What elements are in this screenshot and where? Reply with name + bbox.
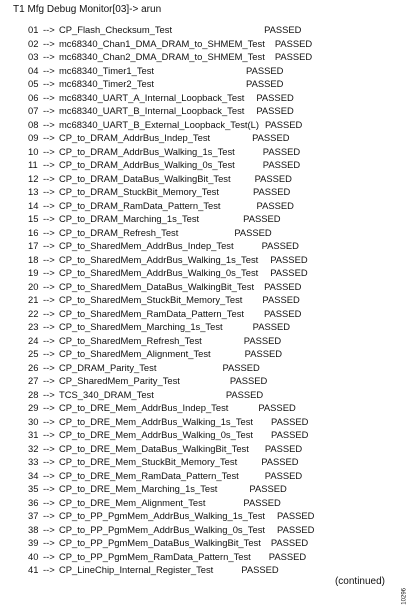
test-number: 06 (28, 91, 39, 103)
test-number: 24 (28, 334, 39, 346)
continued-label: (continued) (334, 576, 385, 587)
test-number: 08 (28, 118, 39, 130)
test-number: 04 (28, 64, 39, 76)
test-name: mc68340_Chan1_DMA_DRAM_to_SHMEM_Test (59, 37, 265, 49)
arrow-icon: --> (43, 564, 55, 575)
arrow-icon: --> (43, 37, 55, 49)
test-results-list (28, 23, 398, 577)
arrow-icon: --> (43, 388, 55, 400)
test-result-row (28, 145, 398, 159)
test-status: PASSED (256, 199, 294, 211)
test-status: PASSED (241, 564, 279, 575)
test-result-row (28, 320, 398, 334)
arrow-icon: --> (43, 159, 55, 170)
test-status: PASSED (268, 550, 307, 562)
arrow-icon: --> (43, 253, 55, 265)
test-name: CP_to_DRAM_AddrBus_Indep_Test (59, 132, 211, 143)
arrow-icon: --> (43, 294, 55, 305)
arrow-icon: --> (43, 132, 55, 143)
test-name: CP_to_DRAM_StuckBit_Memory_Test (59, 186, 219, 197)
test-number: 22 (28, 307, 39, 319)
test-result-row (28, 199, 398, 213)
test-name: CP_to_DRE_Mem_StuckBit_Memory_Test (59, 456, 238, 467)
arrow-icon: --> (43, 91, 55, 103)
test-name: CP_to_SharedMem_StuckBit_Memory_Test (59, 294, 243, 305)
arrow-icon: --> (43, 429, 55, 440)
test-name: CP_to_PP_PgmMem_RamData_Pattern_Test (59, 550, 251, 562)
test-number: 11 (28, 159, 38, 170)
test-number: 38 (28, 523, 39, 535)
arrow-icon: --> (43, 118, 55, 130)
test-status: PASSED (270, 267, 308, 278)
test-number: 16 (28, 226, 39, 238)
test-name: CP_SharedMem_Parity_Test (59, 375, 180, 386)
test-number: 17 (28, 240, 39, 251)
test-name: TCS_340_DRAM_Test (59, 388, 154, 400)
test-status: PASSED (262, 294, 300, 305)
test-number: 34 (28, 469, 39, 481)
test-name: CP_to_DRE_Mem_Marching_1s_Test (59, 483, 218, 494)
test-result-row (28, 347, 398, 361)
test-status: PASSED (252, 321, 290, 332)
test-status: PASSED (246, 64, 284, 76)
test-result-row (28, 550, 398, 564)
arrow-icon: --> (43, 550, 55, 562)
arrow-icon: --> (43, 456, 55, 467)
arrow-icon: --> (43, 64, 55, 76)
test-status: PASSED (261, 240, 299, 251)
arrow-icon: --> (43, 24, 55, 35)
test-name: CP_to_SharedMem_AddrBus_Indep_Test (59, 240, 234, 251)
test-name: CP_to_PP_PgmMem_AddrBus_Walking_0s_Test (59, 523, 266, 535)
test-status: PASSED (254, 172, 292, 184)
test-result-row (28, 388, 398, 402)
test-number: 07 (28, 105, 39, 116)
test-name: CP_to_DRAM_Refresh_Test (59, 226, 179, 238)
arrow-icon: --> (43, 442, 55, 454)
test-result-row (28, 23, 398, 37)
test-status: PASSED (262, 159, 301, 170)
test-result-row (28, 77, 398, 91)
test-number: 14 (28, 199, 39, 211)
test-name: CP_to_DRAM_RamData_Pattern_Test (59, 199, 221, 211)
test-result-row (28, 91, 398, 105)
test-result-row (28, 280, 398, 294)
test-name: CP_LineChip_Internal_Register_Test (59, 564, 214, 575)
test-number: 09 (28, 132, 39, 143)
test-number: 26 (28, 361, 39, 373)
debug-monitor-prompt: T1 Mfg Debug Monitor[03]-> arun (13, 4, 162, 15)
test-status: PASSED (256, 105, 294, 116)
test-number: 02 (28, 37, 39, 49)
test-name: CP_Flash_Checksum_Test (59, 24, 173, 35)
test-name: CP_to_DRAM_AddrBus_Walking_0s_Test (59, 159, 235, 170)
test-status: PASSED (246, 78, 284, 89)
test-number: 13 (28, 186, 39, 197)
arrow-icon: --> (43, 145, 55, 157)
test-name: mc68340_UART_A_Internal_Loopback_Test (59, 91, 245, 103)
test-status: PASSED (252, 186, 291, 197)
test-status: PASSED (271, 429, 309, 440)
arrow-icon: --> (43, 537, 55, 548)
test-number: 35 (28, 483, 39, 494)
test-result-row (28, 118, 398, 132)
test-number: 01 (28, 24, 39, 35)
test-result-row (28, 185, 398, 199)
arrow-icon: --> (43, 402, 55, 413)
test-result-row (28, 442, 398, 456)
test-number: 21 (28, 294, 39, 305)
test-name: CP_to_DRE_Mem_AddrBus_Walking_1s_Test (59, 415, 254, 427)
test-status: PASSED (277, 523, 315, 535)
arrow-icon: --> (43, 321, 55, 332)
test-result-row (28, 104, 398, 118)
test-status: PASSED (264, 118, 303, 130)
test-result-row (28, 293, 398, 307)
test-number: 41 (28, 564, 39, 575)
test-status: PASSED (258, 402, 296, 413)
arrow-icon: --> (43, 240, 55, 251)
test-status: PASSED (274, 51, 313, 62)
test-status: PASSED (243, 213, 281, 224)
test-result-row (28, 374, 398, 388)
test-status: PASSED (271, 415, 309, 427)
arrow-icon: --> (43, 186, 55, 197)
test-status: PASSED (222, 361, 260, 373)
test-result-row (28, 509, 398, 523)
test-result-row (28, 523, 398, 537)
test-number: 20 (28, 280, 39, 292)
test-status: PASSED (264, 469, 303, 481)
test-result-row (28, 158, 398, 172)
test-status: PASSED (264, 280, 302, 292)
test-status: PASSED (264, 307, 302, 319)
test-number: 31 (28, 429, 39, 440)
arrow-icon: --> (43, 348, 55, 359)
test-status: PASSED (277, 510, 315, 521)
test-result-row (28, 563, 398, 577)
test-result-row (28, 536, 398, 550)
test-result-row (28, 361, 398, 375)
arrow-icon: --> (43, 199, 55, 211)
test-name: CP_to_SharedMem_Refresh_Test (59, 334, 202, 346)
arrow-icon: --> (43, 51, 55, 62)
test-status: PASSED (270, 253, 308, 265)
test-result-row (28, 253, 398, 267)
arrow-icon: --> (43, 496, 55, 508)
test-status: PASSED (229, 375, 268, 386)
test-name: CP_to_SharedMem_Marching_1s_Test (59, 321, 223, 332)
test-number: 33 (28, 456, 39, 467)
test-number: 25 (28, 348, 39, 359)
test-number: 05 (28, 78, 39, 89)
arrow-icon: --> (43, 307, 55, 319)
test-result-row (28, 172, 398, 186)
arrow-icon: --> (43, 267, 55, 278)
test-result-row (28, 64, 398, 78)
test-name: CP_to_SharedMem_AddrBus_Walking_0s_Test (59, 267, 259, 278)
arrow-icon: --> (43, 483, 55, 494)
arrow-icon: --> (43, 334, 55, 346)
test-name: CP_to_DRE_Mem_AddrBus_Walking_0s_Test (59, 429, 254, 440)
test-result-row (28, 496, 398, 510)
test-status: PASSED (243, 496, 281, 508)
test-status: PASSED (261, 456, 299, 467)
test-status: PASSED (262, 145, 301, 157)
test-result-row (28, 131, 398, 145)
arrow-icon: --> (43, 172, 55, 184)
test-result-row (28, 37, 398, 51)
arrow-icon: --> (43, 523, 55, 535)
test-number: 18 (28, 253, 39, 265)
test-name: CP_DRAM_Parity_Test (59, 361, 157, 373)
test-number: 39 (28, 537, 39, 548)
arrow-icon: --> (43, 510, 55, 521)
test-name: CP_to_DRAM_AddrBus_Walking_1s_Test (59, 145, 235, 157)
test-result-row (28, 226, 398, 240)
test-name: CP_to_DRE_Mem_RamData_Pattern_Test (59, 469, 239, 481)
test-result-row (28, 428, 398, 442)
test-name: CP_to_PP_PgmMem_AddrBus_Walking_1s_Test (59, 510, 266, 521)
test-result-row (28, 415, 398, 429)
figure-id: 10296 (402, 588, 408, 605)
test-number: 12 (28, 172, 39, 184)
test-result-row (28, 307, 398, 321)
test-status: PASSED (252, 132, 290, 143)
test-result-row (28, 401, 398, 415)
test-name: mc68340_Timer2_Test (59, 78, 155, 89)
arrow-icon: --> (43, 375, 55, 386)
test-result-row (28, 266, 398, 280)
test-name: mc68340_UART_B_Internal_Loopback_Test (59, 105, 245, 116)
arrow-icon: --> (43, 469, 55, 481)
test-status: PASSED (264, 24, 302, 35)
test-status: PASSED (264, 442, 303, 454)
test-name: CP_to_DRE_Mem_AddrBus_Indep_Test (59, 402, 229, 413)
test-status: PASSED (243, 334, 282, 346)
test-result-row (28, 239, 398, 253)
test-result-row (28, 212, 398, 226)
test-result-row (28, 469, 398, 483)
test-status: PASSED (270, 537, 309, 548)
arrow-icon: --> (43, 213, 55, 224)
test-result-row (28, 334, 398, 348)
test-name: CP_to_DRE_Mem_DataBus_WalkingBit_Test (59, 442, 249, 454)
test-number: 15 (28, 213, 39, 224)
test-status: PASSED (274, 37, 313, 49)
test-name: CP_to_SharedMem_RamData_Pattern_Test (59, 307, 244, 319)
test-status: PASSED (249, 483, 287, 494)
arrow-icon: --> (43, 415, 55, 427)
arrow-icon: --> (43, 105, 55, 116)
test-result-row (28, 482, 398, 496)
arrow-icon: --> (43, 361, 55, 373)
test-name: mc68340_Timer1_Test (59, 64, 155, 76)
test-number: 36 (28, 496, 39, 508)
test-status: PASSED (256, 91, 294, 103)
test-result-row (28, 455, 398, 469)
test-name: CP_to_DRAM_Marching_1s_Test (59, 213, 200, 224)
test-name: CP_to_DRAM_DataBus_WalkingBit_Test (59, 172, 231, 184)
test-name: CP_to_SharedMem_AddrBus_Walking_1s_Test (59, 253, 259, 265)
arrow-icon: --> (43, 280, 55, 292)
test-number: 37 (28, 510, 39, 521)
test-number: 23 (28, 321, 39, 332)
test-number: 28 (28, 388, 39, 400)
test-result-row (28, 50, 398, 64)
test-name: mc68340_Chan2_DMA_DRAM_to_SHMEM_Test (59, 51, 265, 62)
test-name: mc68340_UART_B_External_Loopback_Test(L) (59, 118, 259, 130)
test-number: 40 (28, 550, 39, 562)
test-status: PASSED (244, 348, 282, 359)
test-status: PASSED (234, 226, 272, 238)
arrow-icon: --> (43, 78, 55, 89)
arrow-icon: --> (43, 226, 55, 238)
test-name: CP_to_PP_PgmMem_DataBus_WalkingBit_Test (59, 537, 261, 548)
test-number: 10 (28, 145, 39, 157)
test-number: 32 (28, 442, 39, 454)
test-name: CP_to_DRE_Mem_Alignment_Test (59, 496, 206, 508)
test-name: CP_to_SharedMem_DataBus_WalkingBit_Test (59, 280, 255, 292)
test-number: 30 (28, 415, 39, 427)
test-number: 03 (28, 51, 39, 62)
test-number: 29 (28, 402, 39, 413)
test-name: CP_to_SharedMem_Alignment_Test (59, 348, 211, 359)
test-number: 19 (28, 267, 39, 278)
test-number: 27 (28, 375, 39, 386)
test-status: PASSED (225, 388, 264, 400)
